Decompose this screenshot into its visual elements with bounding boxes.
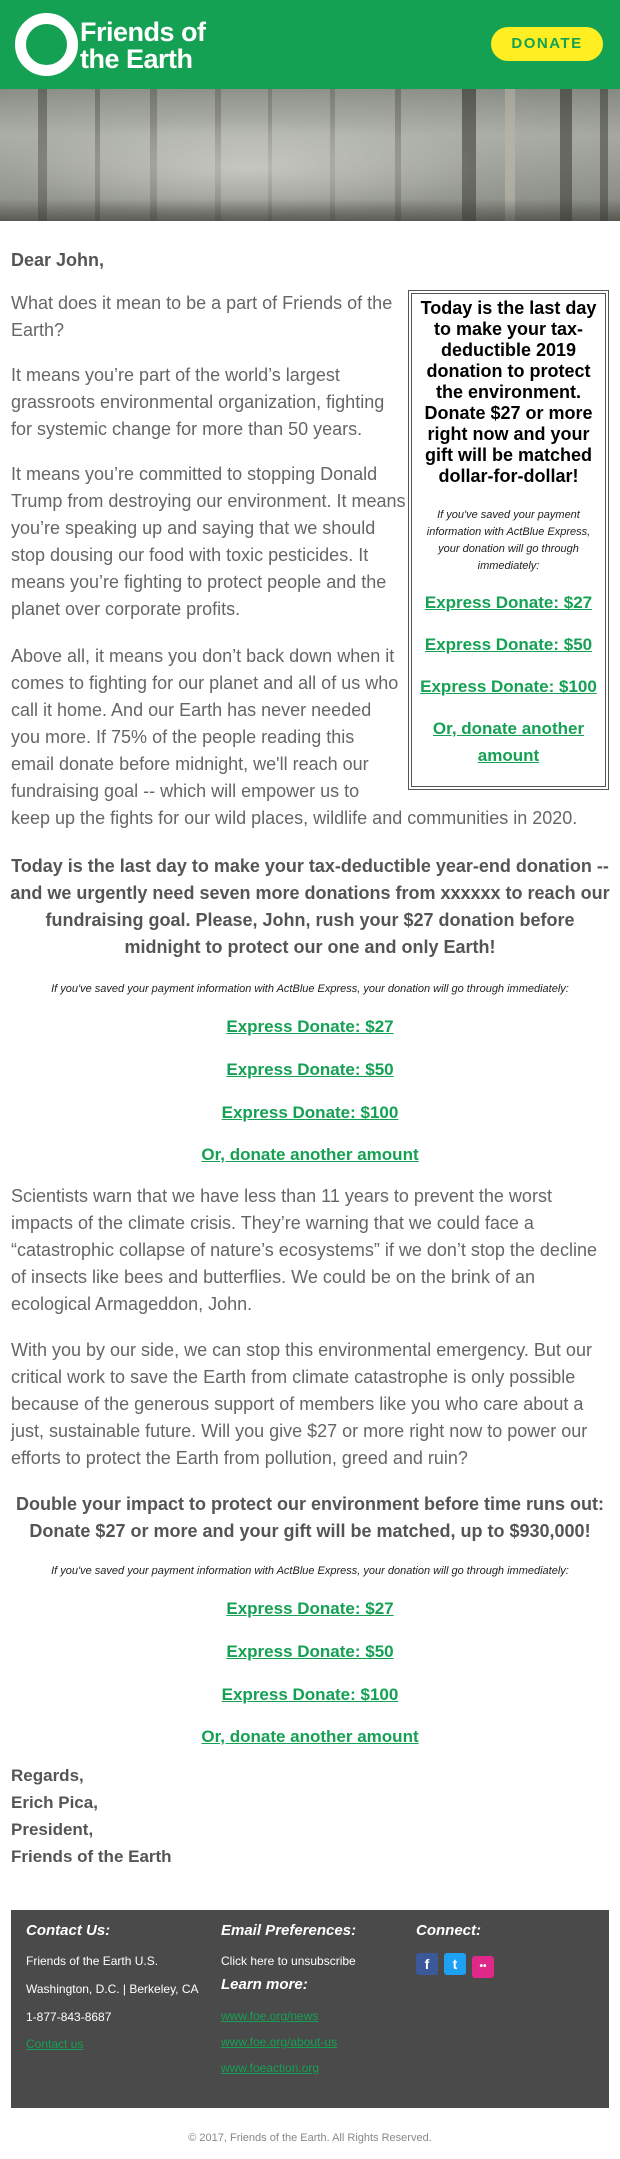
- footer-link-foeaction[interactable]: www.foeaction.org: [221, 2061, 320, 2075]
- footer-learn-more-heading: Learn more:: [221, 1976, 308, 1993]
- express-donate-100-link-2[interactable]: Express Donate: $100: [221, 1685, 399, 1704]
- logo-ring-icon[interactable]: [15, 13, 78, 76]
- footer-connect-heading: Connect:: [416, 1922, 481, 1939]
- hero-forest-image: [0, 89, 620, 221]
- facebook-icon[interactable]: f: [416, 1953, 438, 1975]
- paragraph-6: With you by our side, we can stop this environmental emergency. But our critical work to save the Earth from climate catastrophe is only possible because of the generous support of members like you who care about a just, sustainable future. Will you give $27 or more right now to power our efforts to protect the Earth from pollution, greed and ruin?: [11, 1340, 592, 1468]
- flickr-icon[interactable]: ••: [472, 1956, 494, 1978]
- donate-other-amount-link-2[interactable]: Or, donate another amount: [201, 1727, 419, 1746]
- footer-link-news[interactable]: www.foe.org/news: [221, 2009, 319, 2023]
- express-donate-50-link-2[interactable]: Express Donate: $50: [226, 1642, 394, 1661]
- sidebar-express-donate-100-link[interactable]: Express Donate: $100: [420, 677, 597, 696]
- express-donate-27-link-2[interactable]: Express Donate: $27: [226, 1599, 394, 1618]
- sidebar-actblue-note: If you've saved your payment information with ActBlue Express, your donation will go through immediately:: [426, 509, 591, 572]
- paragraph-4-text: Above all, it means you don’t back down when it comes to fighting for our planet and all of us who call it home. And our Earth has never needed you more. If 75% of the people reading this email donate before midnight, we'll reach our fundraising goal -- which will empower us to keep up the fights for our wild places, wildlife and communities in 2020.: [11, 646, 578, 828]
- footer-link-about-us[interactable]: www.foe.org/about-us: [221, 2035, 338, 2049]
- signoff-regards: Regards,: [11, 1766, 84, 1785]
- paragraph-3: It means you’re committed to stopping Donald Trump from destroying our environment. It means you’re speaking up and saying that we should stop dousing our food with toxic pesticides. It means you’re fighting to protect people and the planet over corporate profits.: [11, 464, 406, 619]
- logo-text[interactable]: Friends of the Earth: [80, 17, 206, 74]
- header-bar: [0, 0, 620, 89]
- copyright: © 2017, Friends of the Earth. All Rights Reserved.: [188, 2132, 432, 2144]
- appeal-bold-2: Double your impact to protect our environment before time runs out: Donate $27 or more and your gift will be matched, up to $930,000!: [15, 1494, 605, 1541]
- signoff-title: President,: [11, 1820, 94, 1839]
- twitter-icon[interactable]: t: [444, 1953, 466, 1975]
- paragraph-5: Scientists warn that we have less than 11 years to prevent the worst impacts of the climate crisis. They’re warning that we could face a “catastrophic collapse of nature’s ecosystems” if we don’t stop the decline of insects like bees and butterflies. We could be on the brink of an ecological Armageddon, John.: [11, 1186, 597, 1314]
- express-donate-100-link[interactable]: Express Donate: $100: [221, 1103, 399, 1122]
- greeting: Dear John,: [11, 250, 105, 270]
- footer-org-name: Friends of the Earth U.S.: [26, 1954, 159, 1968]
- sidebar-callout-box: [408, 290, 609, 790]
- sidebar-express-donate-50-link[interactable]: Express Donate: $50: [424, 635, 593, 654]
- express-donate-27-link[interactable]: Express Donate: $27: [226, 1017, 394, 1036]
- footer-contact-link[interactable]: Contact us: [26, 2037, 84, 2051]
- footer-unsubscribe-link[interactable]: Click here to unsubscribe: [221, 1954, 356, 1968]
- actblue-note-1: If you've saved your payment information with ActBlue Express, your donation will go through immediately:: [51, 983, 569, 995]
- paragraph-1: What does it mean to be a part of Friends of the Earth?: [11, 293, 393, 340]
- donate-button[interactable]: DONATE: [491, 27, 603, 61]
- footer-phone: 1-877-843-8687: [26, 2010, 112, 2024]
- donate-other-amount-link[interactable]: Or, donate another amount: [201, 1145, 419, 1164]
- sidebar-express-donate-27-link[interactable]: Express Donate: $27: [424, 593, 593, 612]
- paragraph-2: It means you’re part of the world’s largest grassroots environmental organization, fighting for systemic change for more than 50 years.: [11, 365, 385, 439]
- signoff: [11, 1762, 172, 1870]
- signoff-name: Erich Pica,: [11, 1793, 98, 1812]
- express-donate-50-link[interactable]: Express Donate: $50: [226, 1060, 394, 1079]
- signoff-org: Friends of the Earth: [11, 1847, 172, 1866]
- sidebar-headline: Today is the last day to make your tax-deductible 2019 donation to protect the environment. Donate $27 or more right now and your gift will be matched dollar-for-dollar!: [420, 298, 597, 486]
- footer-preferences-heading: Email Preferences:: [221, 1922, 357, 1939]
- footer-contact-column: [26, 1922, 206, 2067]
- sidebar-donate-other-link[interactable]: Or, donate another amount: [432, 719, 585, 765]
- appeal-bold-1: Today is the last day to make your tax-deductible year-end donation -- and we urgently need seven more donations from xxxxxx to reach our fundraising goal. Please, John, rush your $27 donation before midnight to protect our one and only Earth!: [10, 856, 610, 957]
- footer-contact-heading: Contact Us:: [26, 1922, 111, 1939]
- footer-preferences-column: [221, 1922, 401, 2091]
- footer: [11, 1910, 609, 2108]
- footer-address: Washington, D.C. | Berkeley, CA: [26, 1982, 199, 1996]
- footer-connect-column: [416, 1922, 596, 1978]
- actblue-note-2: If you've saved your payment information with ActBlue Express, your donation will go through immediately:: [51, 1565, 569, 1577]
